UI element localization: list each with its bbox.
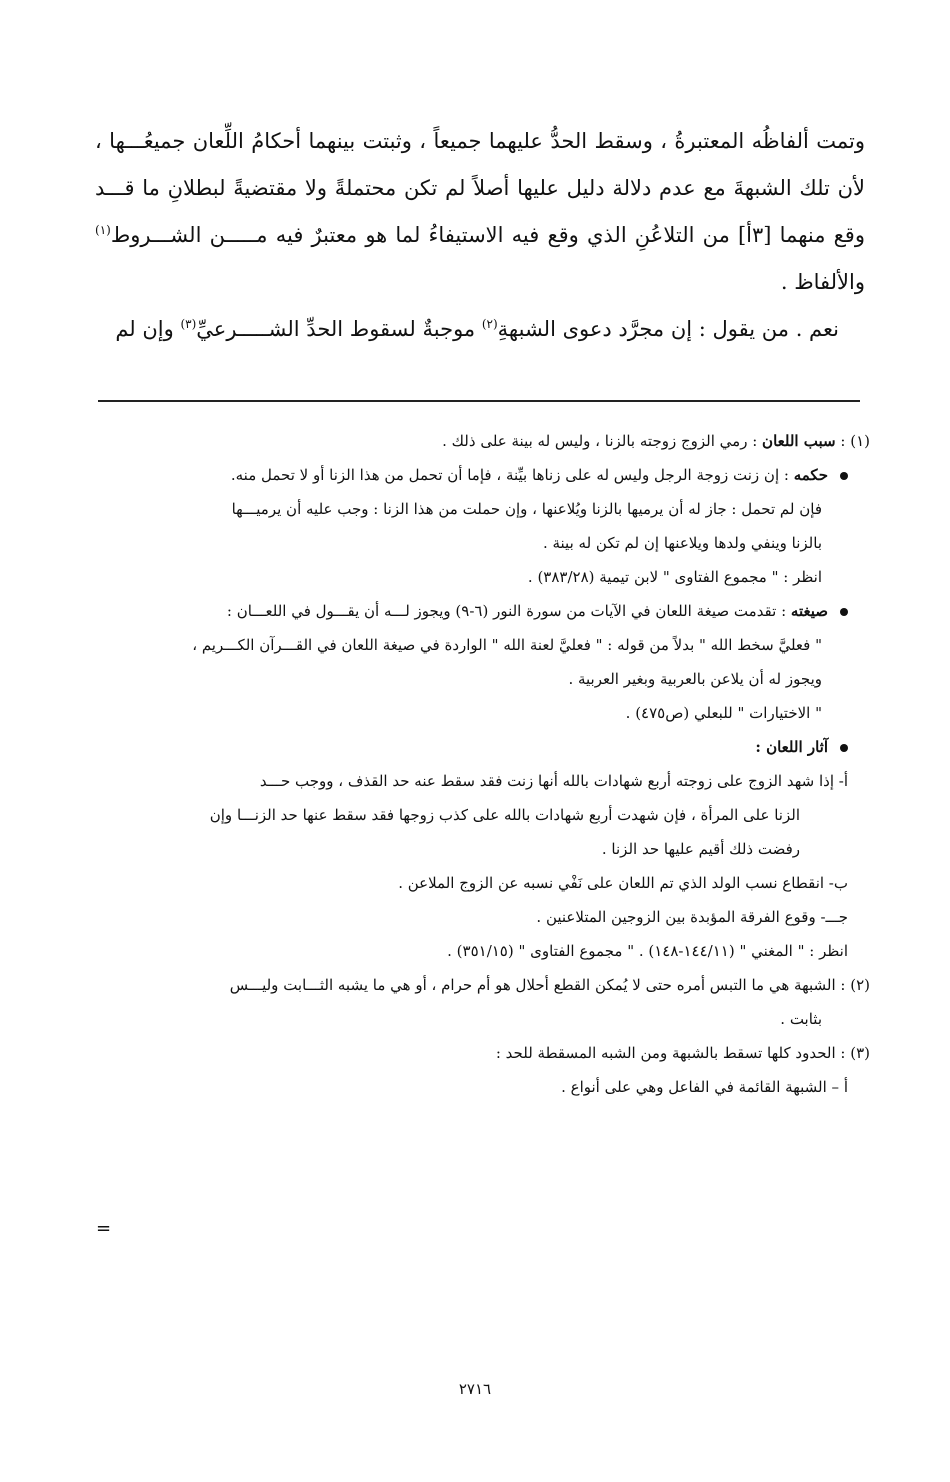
main-paragraph-1: وتمت ألفاظُه المعتبرةُ ، وسقط الحدُّ عليهما جميعاً ، وثبتت بينهما أحكامُ اللِّعان جميعُـــها ، لأن تلك الشبهةَ مع عدم دلالة دليل عليها أصلاً لم تكن محتملةً ولا مقتضيةً لبطلانِ ما قـــد وقع منهما [٣أ] من التلاعُنِ الذي وقع فيه الاستيفاءُ لما هو معتبرٌ فيه مـــــن الشـــروط$^{(١)}$ والألفاظ .: [95, 129, 865, 294]
footnote-separator: [98, 400, 860, 402]
footnote-ref-3[interactable]: (٣): [180, 317, 197, 331]
footnote-line: الزنا على المرأة ، فإن شهدت أربع شهادات بالله على كذب زوجها فقد سقط عنها حد الزنـــا وإن: [209, 806, 800, 824]
footnote-line: فإن لم تحمل : جاز له أن يرميها بالزنا ويُلاعنها ، وإن حملت من هذا الزنا : وجب عليه أن يرميـــها: [231, 500, 822, 518]
footnote-1: (١) : سبب اللعان : رمي الزوج زوجته بالزنا ، وليس له بينة على ذلك .: [442, 432, 870, 450]
footnote-source: " الاختيارات " للبعلي (ص٤٧٥) .: [625, 704, 822, 722]
footnote-line: ب- انقطاع نسب الولد الذي تم اللعان على نَفْي نسبه عن الزوج الملاعن .: [398, 874, 848, 892]
footnote-ref-2[interactable]: (٢): [481, 317, 498, 331]
footnote-line: أ – الشبهة القائمة في الفاعل وهي على أنواع .: [561, 1078, 848, 1096]
footnote-source: انظر : " المغني " (١٤٤/١١-١٤٨) . " مجموع الفتاوى " (٣٥١/١٥) .: [447, 942, 848, 960]
footnote-line: جـــ- وقوع الفرقة المؤبدة بين الزوجين المتلاعنين .: [536, 908, 848, 926]
footnote-ref-1[interactable]: (١): [95, 223, 111, 237]
footnote-line: " فعليَّ سخط الله " بدلاً من قوله : " فعليَّ لعنة الله " الواردة في صيغة اللعان في القـــرآن الكـــريم ،: [192, 636, 822, 654]
main-text: [95, 118, 865, 353]
main-paragraph-2: نعم . من يقول : إن مجرَّد دعوى الشبهةِ$^{(٢)}$ موجبةٌ لسقوط الحدِّ الشـــــرعيِّ$^{(٣)}$ وإن لم: [115, 317, 839, 341]
bullet-icon: [840, 744, 848, 752]
footnote-1-hukm: حكمه : إن زنت زوجة الرجل وليس له على زناها بيِّنة ، فإما أن تحمل من هذا الزنا أو لا تحمل منه.: [88, 458, 870, 492]
footnotes: [88, 424, 870, 1104]
footnote-line: بثابت .: [780, 1010, 822, 1028]
footnote-2: (٢) : الشبهة هي ما التبس أمره حتى لا يُمكن القطع أحلال هو أم حرام ، أو هي ما يشبه الثـــابت وليـــس: [229, 976, 870, 994]
bullet-icon: [840, 472, 848, 480]
continuation-mark: =: [96, 1218, 112, 1239]
bullet-icon: [840, 608, 848, 616]
footnote-1-sigha: صيغته : تقدمت صيغة اللعان في الآيات من سورة النور (٦-٩) ويجوز لـــه أن يقـــول في اللعـــان :: [88, 594, 870, 628]
page-number: ٢٧١٦: [458, 1380, 492, 1398]
footnote-line: بالزنا وينفي ولدها ويلاعنها إن لم تكن له بينة .: [542, 534, 822, 552]
footnote-3: (٣) : الحدود كلها تسقط بالشبهة ومن الشبه المسقطة للحد :: [495, 1044, 870, 1062]
footnote-1-athar: آثار اللعان :: [88, 730, 870, 764]
footnote-source: انظر : " مجموع الفتاوى " لابن تيمية (٣٨٣/٢٨) .: [527, 568, 822, 586]
footnote-line: ويجوز له أن يلاعن بالعربية وبغير العربية .: [568, 670, 822, 688]
footnote-line: أ- إذا شهد الزوج على زوجته أربع شهادات بالله أنها زنت فقد سقط عنه حد القذف ، ووجب حـــد: [259, 772, 848, 790]
footnote-line: رفضت ذلك أقيم عليها حد الزنا .: [601, 840, 800, 858]
